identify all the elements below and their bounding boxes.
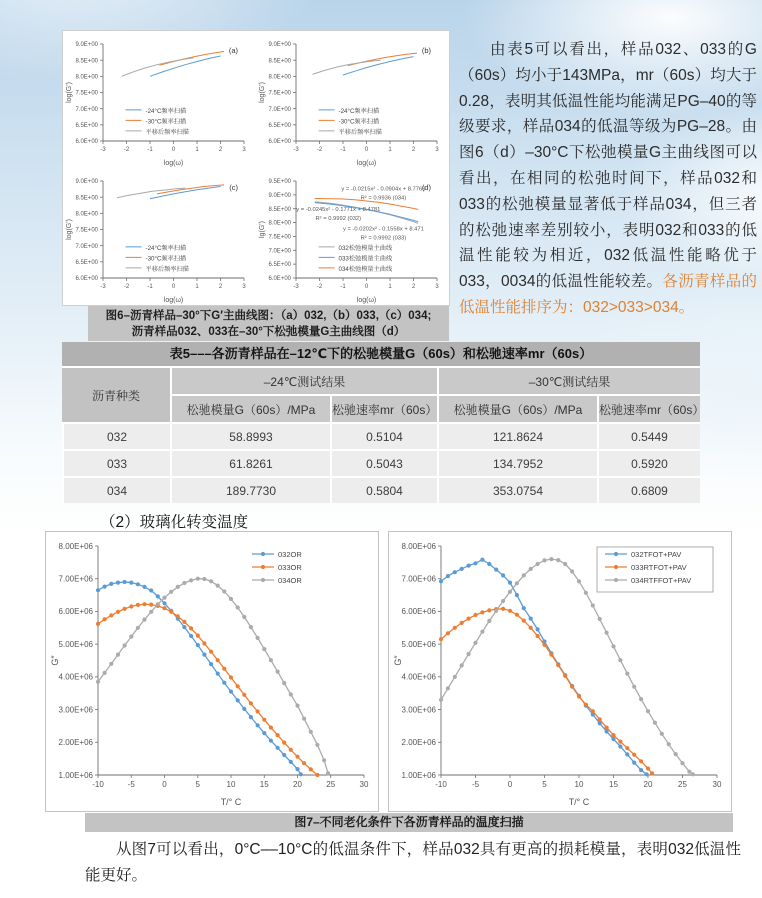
svg-text:y = -0.0215x² - 0.0904x + 8.77: y = -0.0215x² - 0.0904x + 8.7769 — [341, 186, 426, 193]
svg-text:6.5E+00: 6.5E+00 — [75, 259, 98, 266]
svg-text:9.0E+00: 9.0E+00 — [268, 42, 291, 49]
svg-text:8.0E+00: 8.0E+00 — [268, 220, 291, 227]
table5-cell: 61.8261 — [170, 449, 330, 476]
svg-text:10: 10 — [574, 780, 584, 789]
chart-figure6-d — [256, 168, 449, 305]
svg-text:8.0E+00: 8.0E+00 — [268, 74, 291, 81]
svg-text:-10: -10 — [92, 780, 104, 789]
chart-figure7-original — [46, 532, 378, 811]
svg-text:033OR: 033OR — [278, 563, 302, 572]
svg-text:7.00E+06: 7.00E+06 — [58, 574, 93, 584]
table5-species-header: 沥青种类 — [62, 366, 170, 422]
svg-text:6.0E+00: 6.0E+00 — [75, 139, 98, 146]
table5-cell: 0.5449 — [597, 422, 700, 449]
svg-text:15: 15 — [259, 780, 269, 789]
table5-title: 表5–––各沥青样品在–12℃下的松驰模量G（60s）和松驰速率mr（60s） — [62, 342, 700, 366]
svg-text:30: 30 — [359, 780, 369, 789]
svg-text:0: 0 — [171, 284, 176, 290]
table5-group-header-30: –30℃测试结果 — [437, 366, 700, 394]
svg-text:-2: -2 — [123, 284, 130, 290]
table5-subheader: 松驰速率mr（60s） — [597, 394, 700, 422]
svg-text:7.0E+00: 7.0E+00 — [75, 243, 98, 250]
svg-text:5: 5 — [195, 780, 200, 789]
svg-text:log(ω): log(ω) — [356, 160, 377, 167]
svg-text:5.00E+06: 5.00E+06 — [58, 639, 93, 649]
table5-subheader: 松驰速率mr（60s） — [330, 394, 437, 422]
svg-text:5.00E+06: 5.00E+06 — [401, 639, 436, 649]
chart-figure6-a — [63, 31, 256, 168]
svg-text:3: 3 — [435, 147, 439, 153]
chart-figure7-aged — [389, 532, 731, 811]
svg-text:(d): (d) — [421, 183, 431, 192]
svg-text:2: 2 — [411, 284, 416, 290]
svg-text:034OR: 034OR — [278, 576, 302, 585]
svg-text:T/° C: T/° C — [220, 797, 242, 807]
table5-cell: 032 — [62, 422, 170, 449]
svg-text:3: 3 — [242, 284, 246, 290]
svg-text:2.00E+06: 2.00E+06 — [401, 738, 436, 748]
svg-text:-1: -1 — [147, 284, 153, 290]
svg-text:9.0E+00: 9.0E+00 — [268, 192, 291, 199]
svg-text:-3: -3 — [293, 284, 299, 290]
svg-text:2.00E+06: 2.00E+06 — [58, 738, 93, 748]
figure7-chart-right-box — [388, 531, 732, 812]
svg-text:y = -0.0202x² - 0.1558x + 8.47: y = -0.0202x² - 0.1558x + 8.471 — [342, 226, 424, 233]
svg-text:0: 0 — [364, 147, 369, 153]
table5-cell: 034 — [62, 476, 170, 503]
svg-text:R² = 0.9992 (033): R² = 0.9992 (033) — [360, 235, 407, 242]
svg-text:log(ω): log(ω) — [356, 297, 377, 304]
svg-text:-2: -2 — [316, 147, 323, 153]
svg-text:-5: -5 — [471, 780, 480, 789]
svg-text:-24°C频率扫描: -24°C频率扫描 — [338, 107, 380, 115]
svg-text:7.5E+00: 7.5E+00 — [268, 90, 291, 97]
analysis-paragraph — [459, 37, 757, 321]
svg-text:3: 3 — [242, 147, 246, 153]
svg-text:-1: -1 — [340, 147, 346, 153]
svg-text:-1: -1 — [147, 147, 153, 153]
svg-text:7.5E+00: 7.5E+00 — [268, 234, 291, 241]
svg-text:2: 2 — [218, 147, 223, 153]
svg-text:-1: -1 — [340, 284, 346, 290]
analysis-text: 由表5可以看出，样品032、033的G（60s）均小于143MPa，mr（60s）均大于0.28，表明其低温性能均能满足PG–40的等级要求，样品034的低温等级为PG–28。由图6（d）–30°C下松弛模量G主曲线图可以看出，在相同的松弛时间下，样品032和033的松弛模量显著低于样品034，但三者的松弛速率差别较小，表明032和033的低温性能较为相近，032低温性能略优于033，0034的低温性能较差。 — [459, 41, 757, 291]
svg-text:6.00E+06: 6.00E+06 — [401, 607, 436, 617]
figure6-caption-line1: 图6–沥青样品–30°下G′主曲线图：（a）032,（b）033,（c）034; — [105, 310, 432, 322]
svg-text:6.5E+00: 6.5E+00 — [268, 262, 291, 269]
svg-text:8.5E+00: 8.5E+00 — [268, 206, 291, 213]
svg-text:3.00E+06: 3.00E+06 — [58, 705, 93, 715]
svg-text:6.00E+06: 6.00E+06 — [58, 607, 93, 617]
analysis-highlight-text: 各沥青样品的低温性能排序为：032>033>034。 — [459, 273, 757, 316]
conclusion-paragraph: 从图7可以看出，0°C––10°C的低温条件下，样品032具有更高的损耗模量，表明032低温性能更好。 — [85, 841, 741, 884]
svg-text:0: 0 — [171, 147, 176, 153]
svg-text:log(G'): log(G') — [259, 82, 266, 103]
table5-cell: 0.5804 — [330, 476, 437, 503]
svg-text:033RTFOT+PAV: 033RTFOT+PAV — [631, 563, 687, 572]
svg-text:034RTFFOT+PAV: 034RTFFOT+PAV — [631, 576, 692, 585]
svg-text:032OR: 032OR — [278, 550, 302, 559]
svg-text:3: 3 — [435, 284, 439, 290]
table5-cell: 121.8624 — [437, 422, 597, 449]
table5-cell: 58.8993 — [170, 422, 330, 449]
svg-text:032松弛模量主曲线: 032松弛模量主曲线 — [338, 244, 393, 252]
svg-text:-3: -3 — [100, 147, 106, 153]
svg-text:-2: -2 — [316, 284, 323, 290]
svg-text:G″: G″ — [50, 655, 60, 666]
svg-text:15: 15 — [609, 780, 618, 789]
svg-text:6.0E+00: 6.0E+00 — [75, 276, 98, 283]
svg-text:平移后频率扫描: 平移后频率扫描 — [145, 265, 189, 273]
svg-text:3.00E+06: 3.00E+06 — [401, 705, 436, 715]
table5-cell: 353.0754 — [437, 476, 597, 503]
svg-text:4.00E+06: 4.00E+06 — [401, 672, 436, 682]
svg-text:-30°C频率扫描: -30°C频率扫描 — [338, 118, 380, 126]
table5-subheader: 松驰模量G（60s）/MPa — [437, 394, 597, 422]
figure6-panel — [62, 30, 450, 306]
svg-text:2: 2 — [411, 147, 416, 153]
svg-text:1: 1 — [388, 147, 392, 153]
table5-cell: 189.7730 — [170, 476, 330, 503]
svg-text:R² = 0.9992 (032): R² = 0.9992 (032) — [315, 215, 362, 222]
svg-text:-30°C频率扫描: -30°C频率扫描 — [145, 118, 187, 126]
svg-text:20: 20 — [293, 780, 302, 789]
figure6-caption — [88, 306, 449, 341]
svg-text:log(ω): log(ω) — [163, 160, 184, 167]
table5-cell: 0.5043 — [330, 449, 437, 476]
svg-text:-24°C频率扫描: -24°C频率扫描 — [145, 244, 187, 252]
svg-text:平移后频率扫描: 平移后频率扫描 — [338, 128, 382, 136]
svg-text:7.5E+00: 7.5E+00 — [75, 227, 98, 234]
svg-text:log(ω): log(ω) — [163, 297, 184, 304]
svg-text:7.5E+00: 7.5E+00 — [75, 90, 98, 97]
svg-text:7.0E+00: 7.0E+00 — [268, 248, 291, 255]
svg-text:7.00E+06: 7.00E+06 — [401, 574, 436, 584]
svg-text:8.0E+00: 8.0E+00 — [75, 74, 98, 81]
svg-text:-24°C频率扫描: -24°C频率扫描 — [145, 107, 187, 115]
svg-text:0: 0 — [507, 780, 513, 789]
table5-cell: 0.5920 — [597, 449, 700, 476]
svg-text:平移后频率扫描: 平移后频率扫描 — [145, 128, 189, 136]
svg-text:8.5E+00: 8.5E+00 — [268, 58, 291, 65]
table5 — [62, 342, 705, 503]
svg-text:(c): (c) — [229, 183, 238, 192]
svg-text:5: 5 — [542, 780, 547, 789]
svg-text:10: 10 — [226, 780, 236, 789]
svg-text:log(G'): log(G') — [66, 82, 73, 103]
table5-group-header-24: –24℃测试结果 — [170, 366, 437, 394]
svg-text:1: 1 — [388, 284, 392, 290]
svg-text:4.00E+06: 4.00E+06 — [58, 672, 93, 682]
svg-text:7.0E+00: 7.0E+00 — [268, 106, 291, 113]
chart-figure6-b — [256, 31, 449, 168]
table5-cell: 033 — [62, 449, 170, 476]
svg-text:1: 1 — [195, 284, 199, 290]
svg-text:8.5E+00: 8.5E+00 — [75, 195, 98, 202]
svg-text:lg(G'): lg(G') — [259, 221, 266, 238]
svg-text:(a): (a) — [228, 46, 238, 55]
svg-text:6.0E+00: 6.0E+00 — [268, 139, 291, 146]
table5-subheader: 松驰模量G（60s）/MPa — [170, 394, 330, 422]
svg-text:25: 25 — [326, 780, 336, 789]
section-heading-glass-transition: （2）玻璃化转变温度 — [100, 514, 249, 531]
svg-text:G″: G″ — [393, 655, 403, 666]
table5-cell: 0.6809 — [597, 476, 700, 503]
svg-text:8.00E+06: 8.00E+06 — [401, 541, 436, 551]
svg-text:6.0E+00: 6.0E+00 — [268, 276, 291, 283]
svg-text:(b): (b) — [421, 46, 431, 55]
svg-text:7.0E+00: 7.0E+00 — [75, 106, 98, 113]
svg-text:0: 0 — [162, 780, 167, 789]
svg-text:9.0E+00: 9.0E+00 — [75, 179, 98, 186]
svg-text:T/° C: T/° C — [568, 797, 590, 807]
svg-text:9.5E+00: 9.5E+00 — [268, 179, 291, 186]
svg-text:1.00E+06: 1.00E+06 — [401, 770, 436, 780]
svg-text:034松弛模量主曲线: 034松弛模量主曲线 — [338, 265, 393, 273]
svg-text:8.00E+06: 8.00E+06 — [58, 541, 93, 551]
svg-text:0: 0 — [364, 284, 369, 290]
svg-text:30: 30 — [712, 780, 722, 789]
svg-text:-30°C频率扫描: -30°C频率扫描 — [145, 255, 187, 263]
table5-grid — [62, 366, 705, 503]
svg-text:6.5E+00: 6.5E+00 — [268, 122, 291, 129]
figure6-caption-line2: 沥青样品032、033在–30°下松弛模量G主曲线图（d） — [131, 326, 406, 338]
svg-text:25: 25 — [678, 780, 687, 789]
svg-text:033松弛模量主曲线: 033松弛模量主曲线 — [338, 255, 393, 263]
svg-text:log(G'): log(G') — [66, 219, 73, 240]
figure7-chart-left-box — [45, 531, 379, 812]
figure7-caption: 图7–不同老化条件下各沥青样品的温度扫描 — [85, 813, 733, 832]
svg-text:6.5E+00: 6.5E+00 — [75, 122, 98, 129]
svg-text:20: 20 — [643, 780, 653, 789]
svg-text:-2: -2 — [123, 147, 130, 153]
svg-text:-5: -5 — [127, 780, 135, 789]
chart-figure6-c — [63, 168, 256, 305]
svg-text:-10: -10 — [435, 780, 447, 789]
table5-cell: 0.5104 — [330, 422, 437, 449]
svg-text:032TFOT+PAV: 032TFOT+PAV — [631, 550, 682, 559]
svg-text:8.0E+00: 8.0E+00 — [75, 211, 98, 218]
svg-text:8.5E+00: 8.5E+00 — [75, 58, 98, 65]
svg-text:R² = 0.9936 (034): R² = 0.9936 (034) — [360, 195, 407, 202]
svg-text:2: 2 — [218, 284, 223, 290]
table5-cell: 134.7952 — [437, 449, 597, 476]
svg-text:1.00E+06: 1.00E+06 — [58, 770, 93, 780]
svg-text:y = -0.0245x² - 0.1771x + 8.47: y = -0.0245x² - 0.1771x + 8.4781 — [296, 207, 381, 214]
svg-text:9.0E+00: 9.0E+00 — [75, 42, 98, 49]
svg-text:-3: -3 — [100, 284, 106, 290]
svg-text:1: 1 — [195, 147, 199, 153]
svg-text:-3: -3 — [293, 147, 299, 153]
